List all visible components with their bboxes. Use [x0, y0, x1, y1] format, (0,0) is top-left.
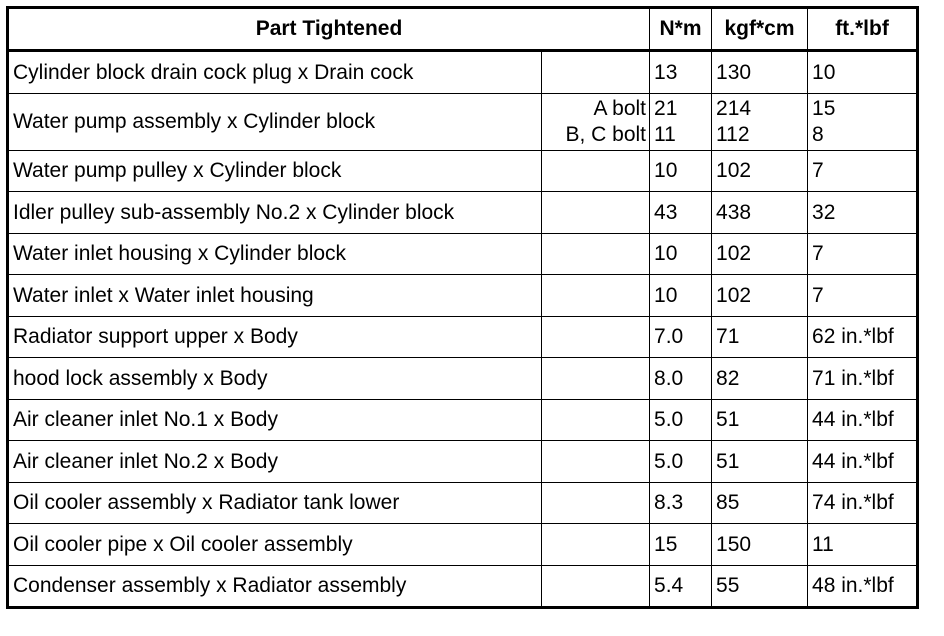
cell-kgf-cm-value: 102: [716, 242, 752, 266]
header-row: [8, 8, 918, 51]
cell-ft-lbf-value: 11: [812, 532, 834, 556]
cell-nm-value: 11: [654, 122, 676, 146]
cell-ft-lbf: [808, 316, 918, 358]
bolt-label: B, C bolt: [565, 122, 647, 146]
cell-ft-lbf-value: 71 in.*lbf: [812, 366, 894, 390]
cell-bolt-label: [542, 192, 650, 234]
cell-ft-lbf-value: 74 in.*lbf: [812, 491, 894, 515]
cell-ft-lbf: [808, 441, 918, 483]
cell-nm-value: 43: [654, 200, 678, 224]
cell-part-tightened: Water inlet housing x Cylinder block: [8, 233, 542, 275]
table-row: [8, 316, 918, 358]
cell-kgf-cm: [712, 93, 808, 150]
cell-part-tightened: Oil cooler pipe x Oil cooler assembly: [8, 524, 542, 566]
cell-ft-lbf: [808, 358, 918, 400]
cell-ft-lbf: [808, 275, 918, 317]
cell-kgf-cm-value: 150: [716, 532, 752, 556]
cell-ft-lbf-value: 44 in.*lbf: [812, 449, 894, 473]
cell-nm: [650, 51, 712, 94]
bolt-label: A bolt: [593, 97, 647, 121]
cell-ft-lbf: [808, 93, 918, 150]
cell-ft-lbf-value: 10: [812, 60, 836, 84]
cell-nm-value: 5.0: [654, 449, 684, 473]
cell-kgf-cm: [712, 51, 808, 94]
cell-part-tightened: Air cleaner inlet No.1 x Body: [8, 399, 542, 441]
cell-nm-value: 21: [654, 97, 678, 121]
cell-ft-lbf: [808, 565, 918, 608]
table-row: [8, 275, 918, 317]
cell-nm-value: 5.0: [654, 408, 684, 432]
torque-spec-sheet: [6, 6, 919, 609]
cell-nm-value: 10: [654, 283, 678, 307]
cell-bolt-label: [542, 150, 650, 192]
cell-ft-lbf-value: 7: [812, 159, 824, 183]
cell-nm: [650, 192, 712, 234]
cell-kgf-cm: [712, 233, 808, 275]
cell-part-tightened: Air cleaner inlet No.2 x Body: [8, 441, 542, 483]
cell-nm: [650, 93, 712, 150]
cell-kgf-cm: [712, 565, 808, 608]
cell-ft-lbf-value: 62 in.*lbf: [812, 325, 894, 349]
torque-spec-table: [6, 6, 919, 609]
header-kgf-cm: kgf*cm: [712, 8, 808, 51]
cell-nm: [650, 441, 712, 483]
cell-nm: [650, 524, 712, 566]
cell-bolt-label: [542, 275, 650, 317]
cell-nm-value: 13: [654, 60, 678, 84]
cell-ft-lbf: [808, 482, 918, 524]
table-row: [8, 150, 918, 192]
cell-ft-lbf-value: 44 in.*lbf: [812, 408, 894, 432]
cell-part-tightened: Water inlet x Water inlet housing: [8, 275, 542, 317]
cell-ft-lbf-value: 7: [812, 242, 824, 266]
cell-nm: [650, 150, 712, 192]
table-row: [8, 192, 918, 234]
cell-nm: [650, 316, 712, 358]
cell-bolt-label: [542, 358, 650, 400]
cell-kgf-cm: [712, 358, 808, 400]
table-row: [8, 399, 918, 441]
cell-kgf-cm: [712, 524, 808, 566]
cell-nm: [650, 482, 712, 524]
table-row: [8, 441, 918, 483]
cell-kgf-cm: [712, 482, 808, 524]
cell-ft-lbf: [808, 192, 918, 234]
cell-bolt-label: [542, 482, 650, 524]
cell-kgf-cm: [712, 441, 808, 483]
cell-ft-lbf: [808, 399, 918, 441]
cell-kgf-cm-value: 82: [716, 366, 740, 390]
cell-kgf-cm: [712, 150, 808, 192]
cell-kgf-cm-value: 85: [716, 491, 740, 515]
cell-nm-value: 7.0: [654, 325, 684, 349]
cell-kgf-cm-value: 102: [716, 159, 752, 183]
cell-ft-lbf: [808, 233, 918, 275]
cell-ft-lbf-value: 32: [812, 200, 836, 224]
cell-kgf-cm: [712, 399, 808, 441]
cell-nm: [650, 233, 712, 275]
cell-bolt-label: [542, 524, 650, 566]
cell-kgf-cm-value: 102: [716, 283, 752, 307]
cell-nm: [650, 565, 712, 608]
cell-kgf-cm-value: 112: [716, 122, 750, 146]
cell-ft-lbf: [808, 51, 918, 94]
table-row: [8, 565, 918, 608]
cell-nm-value: 15: [654, 532, 678, 556]
table-row: [8, 233, 918, 275]
cell-nm-value: 10: [654, 159, 678, 183]
table-row: [8, 358, 918, 400]
cell-kgf-cm: [712, 192, 808, 234]
cell-part-tightened: Water pump assembly x Cylinder block: [8, 93, 542, 150]
cell-kgf-cm: [712, 275, 808, 317]
cell-nm-value: 8.0: [654, 366, 684, 390]
cell-ft-lbf: [808, 524, 918, 566]
cell-nm-value: 5.4: [654, 574, 684, 598]
cell-kgf-cm-value: 51: [716, 408, 740, 432]
cell-ft-lbf-value: 8: [812, 122, 824, 146]
cell-part-tightened: Radiator support upper x Body: [8, 316, 542, 358]
cell-part-tightened: Oil cooler assembly x Radiator tank lower: [8, 482, 542, 524]
cell-ft-lbf: [808, 150, 918, 192]
cell-bolt-label: [542, 399, 650, 441]
header-nm: N*m: [650, 8, 712, 51]
table-row: [8, 93, 918, 150]
cell-kgf-cm-value: 214: [716, 97, 752, 121]
table-row: [8, 482, 918, 524]
cell-nm-value: 10: [654, 242, 678, 266]
header-part-tightened: Part Tightened: [8, 8, 650, 51]
cell-nm: [650, 399, 712, 441]
cell-bolt-label: [542, 51, 650, 94]
cell-kgf-cm-value: 130: [716, 60, 752, 84]
cell-kgf-cm: [712, 316, 808, 358]
cell-part-tightened: Water pump pulley x Cylinder block: [8, 150, 542, 192]
cell-kgf-cm-value: 438: [716, 200, 752, 224]
cell-nm: [650, 358, 712, 400]
table-row: [8, 51, 918, 94]
cell-nm: [650, 275, 712, 317]
cell-bolt-label: [542, 316, 650, 358]
cell-ft-lbf-value: 7: [812, 283, 824, 307]
cell-part-tightened: Condenser assembly x Radiator assembly: [8, 565, 542, 608]
cell-bolt-label: [542, 441, 650, 483]
cell-bolt-label: [542, 565, 650, 608]
cell-nm-value: 8.3: [654, 491, 684, 515]
cell-kgf-cm-value: 71: [716, 325, 740, 349]
table-row: [8, 524, 918, 566]
cell-kgf-cm-value: 51: [716, 449, 740, 473]
cell-bolt-label: [542, 233, 650, 275]
cell-ft-lbf-value: 48 in.*lbf: [812, 574, 894, 598]
cell-ft-lbf-value: 15: [812, 97, 836, 121]
cell-bolt-label: [542, 93, 650, 150]
cell-kgf-cm-value: 55: [716, 574, 740, 598]
table-body: [8, 51, 918, 608]
cell-part-tightened: Cylinder block drain cock plug x Drain cock: [8, 51, 542, 94]
cell-part-tightened: hood lock assembly x Body: [8, 358, 542, 400]
header-ft-lbf: ft.*lbf: [808, 8, 918, 51]
cell-part-tightened: Idler pulley sub-assembly No.2 x Cylinder block: [8, 192, 542, 234]
